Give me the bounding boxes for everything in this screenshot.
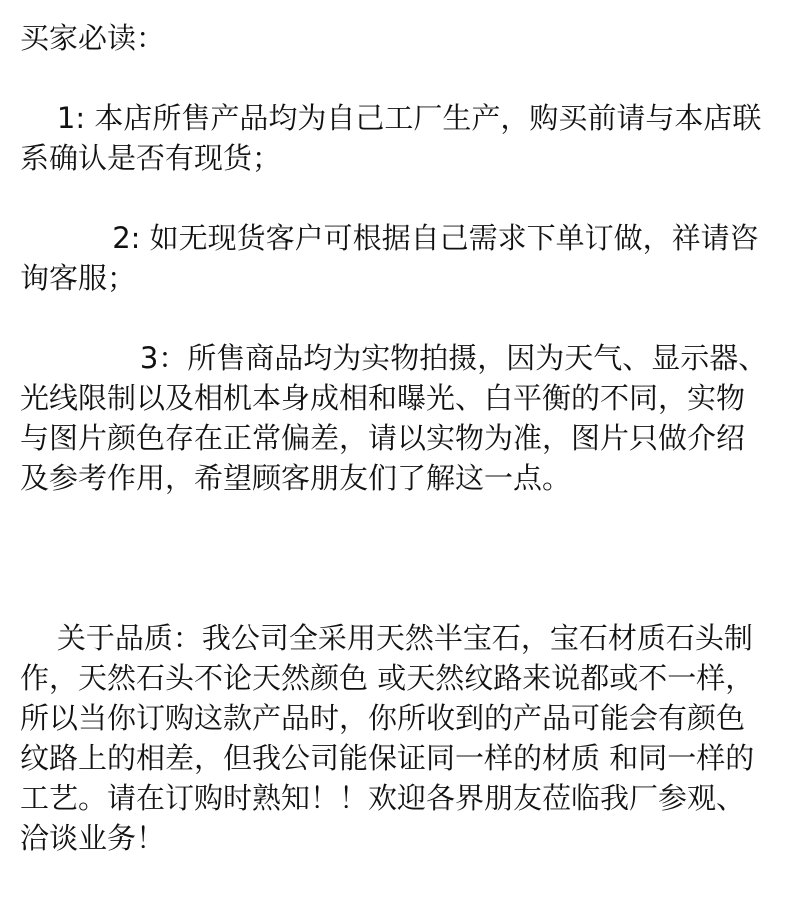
buyer-notice-document — [20, 18, 770, 858]
notice-item-2: 2: 如无现货客户可根据自己需求下单订做，祥请咨询客服； — [20, 221, 759, 295]
quality-statement: 关于品质：我公司全采用天然半宝石，宝石材质石头制作，天然石头不论天然颜色 或天然纹路来说都或不一样，所以当你订购这款产品时，你所收到的产品可能会有颜色纹路上的相差，但我公司能保证同一样的材质 和同一样的工艺。请在订购时熟知！！欢迎各界朋友莅临我厂参观、洽谈业务！ — [20, 621, 755, 855]
notice-item-3: 3：所售商品均为实物拍摄，因为天气、显示器、光线限制以及相机本身成相和曝光、白平衡的不同，实物与图片颜色存在正常偏差，请以实物为准，图片只做介绍及参考作用，希望顾客朋友们了解这一点。 — [20, 341, 768, 495]
notice-title: 买家必读： — [20, 21, 166, 55]
notice-item-1: 1: 本店所售产品均为自己工厂生产，购买前请与本店联系确认是否有现货； — [20, 101, 762, 175]
